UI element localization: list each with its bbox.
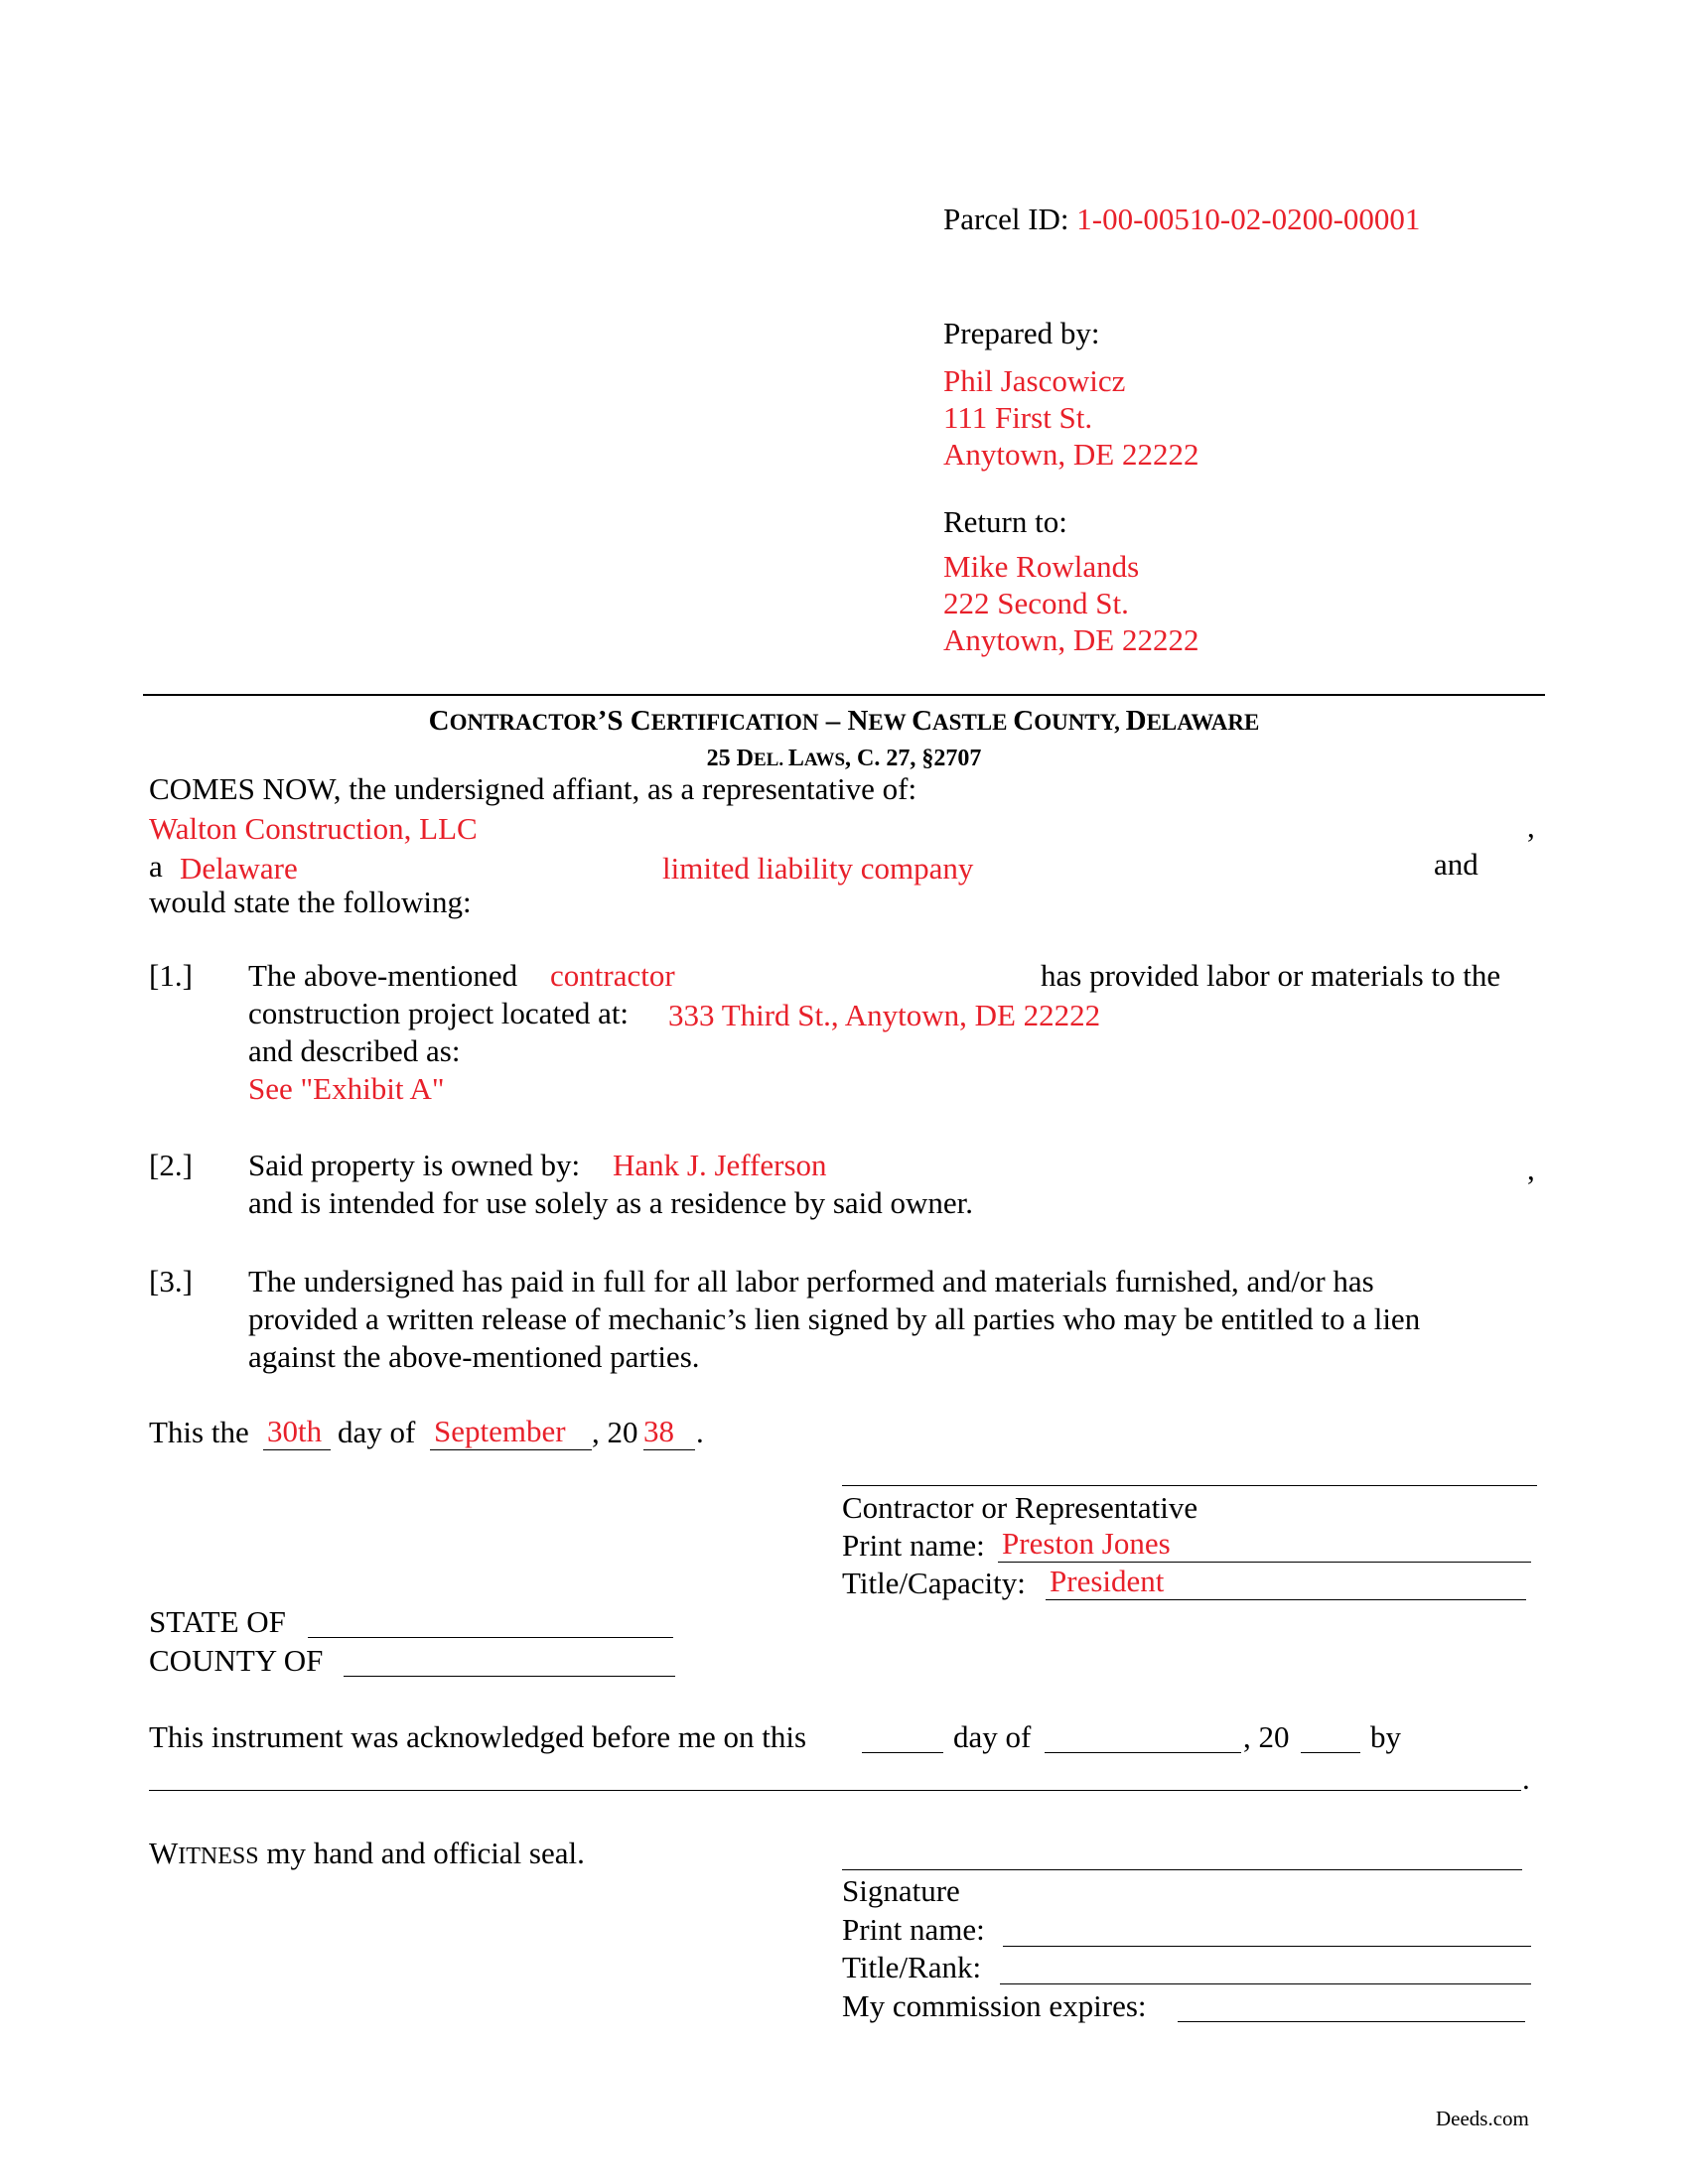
item1-text-a: The above-mentioned (248, 958, 518, 993)
witness-text: WITNESS my hand and official seal. (149, 1836, 585, 1870)
prepared-by-name: Phil Jascowicz (943, 363, 1126, 398)
header-divider (143, 694, 1545, 696)
item3-number: [3.] (149, 1264, 193, 1298)
ack-day-blank (862, 1752, 943, 1753)
this-the-label: This the (149, 1415, 249, 1449)
property-owner: Hank J. Jefferson (613, 1148, 827, 1182)
state-of-blank (308, 1637, 673, 1638)
item1-number: [1.] (149, 958, 193, 993)
notary-print-blank (1003, 1946, 1531, 1947)
execution-year: 38 (643, 1414, 674, 1448)
would-state-text: would state the following: (149, 885, 472, 919)
notary-commission-label: My commission expires: (842, 1988, 1147, 2023)
date-period: . (696, 1415, 704, 1449)
company-comma: , (1527, 809, 1535, 844)
county-of-blank (344, 1676, 675, 1677)
notary-print-label: Print name: (842, 1912, 985, 1947)
execution-year-field (643, 1414, 695, 1450)
ack-month-blank (1045, 1752, 1241, 1753)
contractor-print-name: Preston Jones (1002, 1526, 1171, 1561)
item1-role: contractor (550, 958, 675, 993)
item1-text-b: has provided labor or materials to the (1041, 958, 1501, 993)
document-title: CONTRACTOR’S CERTIFICATION – NEW CASTLE COUNTY, DELAWARE (428, 705, 1260, 737)
project-address: 333 Third St., Anytown, DE 22222 (668, 998, 1101, 1032)
day-of-label: day of (338, 1415, 416, 1449)
contractor-signature-label: Contractor or Representative (842, 1490, 1198, 1525)
notary-title-label: Title/Rank: (842, 1950, 982, 1984)
execution-day: 30th (267, 1414, 323, 1448)
project-description: See "Exhibit A" (248, 1071, 445, 1106)
contractor-signature-line (842, 1485, 1537, 1486)
comes-now-text: COMES NOW, the undersigned affiant, as a representative of: (149, 771, 917, 806)
item2-text-b: and is intended for use solely as a residence by said owner. (248, 1185, 974, 1220)
owner-comma: , (1527, 1152, 1535, 1186)
state-of-organization: Delaware (180, 851, 298, 886)
contractor-title-field (1046, 1564, 1526, 1600)
item3-line2: provided a written release of mechanic’s lien signed by all parties who may be entitled to a lien (248, 1301, 1421, 1336)
prepared-by-label: Prepared by: (943, 316, 1100, 350)
footer-brand: Deeds.com (1436, 2107, 1529, 2130)
acknowledgment-text-a: This instrument was acknowledged before me on this (149, 1719, 807, 1754)
acknowledgment-text-c: , 20 (1243, 1719, 1290, 1754)
prepared-by-street: 111 First St. (943, 400, 1093, 435)
entity-type: limited liability company (662, 851, 974, 886)
comma-20-label: , 20 (592, 1415, 638, 1449)
acknowledgment-text-b: day of (953, 1719, 1032, 1754)
ack-period: . (1522, 1761, 1530, 1796)
ack-name-blank (149, 1790, 1521, 1791)
and-label: and (1434, 847, 1478, 882)
notary-commission-blank (1178, 2021, 1525, 2022)
county-of-label: COUNTY OF (149, 1643, 324, 1678)
item3-line3: against the above-mentioned parties. (248, 1339, 700, 1374)
notary-signature-line (842, 1869, 1522, 1870)
ack-year-blank (1301, 1752, 1360, 1753)
item2-number: [2.] (149, 1148, 193, 1182)
item3-line1: The undersigned has paid in full for all labor performed and materials furnished, and/or has (248, 1264, 1374, 1298)
a-label: a (149, 849, 163, 884)
company-name: Walton Construction, LLC (149, 811, 478, 846)
contractor-title: President (1050, 1564, 1165, 1598)
execution-month-field (430, 1414, 592, 1450)
state-of-label: STATE OF (149, 1604, 286, 1639)
return-to-label: Return to: (943, 504, 1067, 539)
statute-reference: 25 DEL. LAWS, C. 27, §2707 (706, 746, 982, 771)
execution-day-field (263, 1414, 331, 1450)
execution-month: September (434, 1414, 566, 1448)
parcel-id-line (943, 204, 1420, 234)
item2-text-a: Said property is owned by: (248, 1148, 581, 1182)
acknowledgment-text-d: by (1370, 1719, 1401, 1754)
contractor-print-field (998, 1526, 1531, 1563)
notary-title-blank (1000, 1983, 1531, 1984)
item1-text-c: construction project located at: (248, 996, 630, 1030)
return-to-city: Anytown, DE 22222 (943, 622, 1199, 657)
parcel-id-value: 1-00-00510-02-0200-00001 (1076, 202, 1421, 236)
return-to-name: Mike Rowlands (943, 549, 1140, 584)
prepared-by-city: Anytown, DE 22222 (943, 437, 1199, 472)
contractor-title-label: Title/Capacity: (842, 1566, 1026, 1600)
return-to-street: 222 Second St. (943, 586, 1129, 620)
notary-signature-label: Signature (842, 1873, 960, 1908)
contractor-print-label: Print name: (842, 1528, 985, 1563)
item1-text-d: and described as: (248, 1033, 461, 1068)
parcel-label: Parcel ID: (943, 202, 1069, 236)
